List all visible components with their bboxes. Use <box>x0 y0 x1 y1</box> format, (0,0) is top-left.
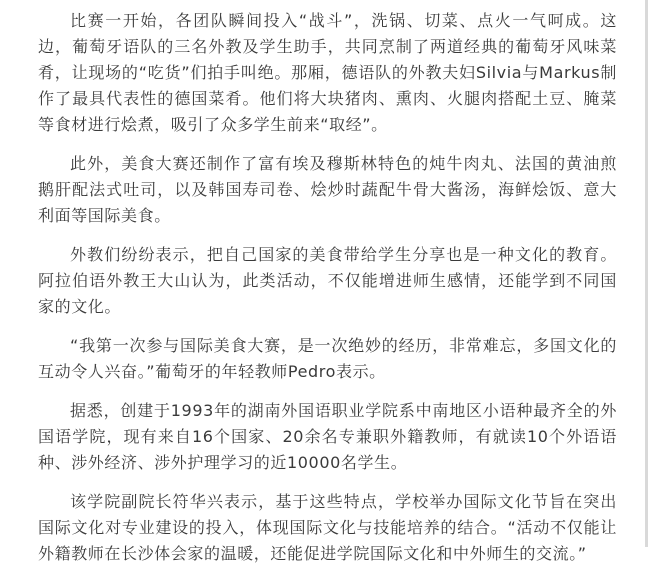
paragraph-college-info: 据悉，创建于1993年的湖南外国语职业学院系中南地区小语种最齐全的外国语学院，现有来自16个国家、20余名专兼职外籍教师，有就读10个外语语种、涉外经济、涉外护理学习的近10000名学生。 <box>38 401 617 472</box>
paragraph-competition-start: 比赛一开始，各团队瞬间投入“战斗”，洗锅、切菜、点火一气呵成。这边，葡萄牙语队的三名外教及学生助手，共同烹制了两道经典的葡萄牙风味菜肴，让现场的“吃货”们拍手叫绝。那厢，德语队的外教夫妇Silvia与Markus制作了最具代表性的德国菜肴。他们将大块猪肉、熏肉、火腿肉搭配土豆、腌菜等食材进行烩煮，吸引了众多学生前来“取经”。 <box>38 11 617 134</box>
paragraph-teachers-comment: 外教们纷纷表示，把自己国家的美食带给学生分享也是一种文化的教育。阿拉伯语外教王大山认为，此类活动，不仅能增进师生感情，还能学到不同国家的文化。 <box>38 245 617 316</box>
paragraph-vice-president-quote: 该学院副院长符华兴表示，基于这些特点，学校举办国际文化节旨在突出国际文化对专业建设的投入，体现国际文化与技能培养的结合。“活动不仅能让外籍教师在长沙体会家的温暖，还能促进学院国际文化和中外师生的交流。” <box>38 492 617 563</box>
paragraph-international-dishes: 此外，美食大赛还制作了富有埃及穆斯林特色的炖牛肉丸、法国的黄油煎鹅肝配法式吐司，以及韩国寿司卷、烩炒时蔬配牛骨大酱汤，海鲜烩饭、意大利面等国际美食。 <box>38 154 617 225</box>
paragraph-pedro-quote: “我第一次参与国际美食大赛，是一次绝妙的经历，非常难忘，多国文化的互动令人兴奋。”葡萄牙的年轻教师Pedro表示。 <box>38 336 617 381</box>
